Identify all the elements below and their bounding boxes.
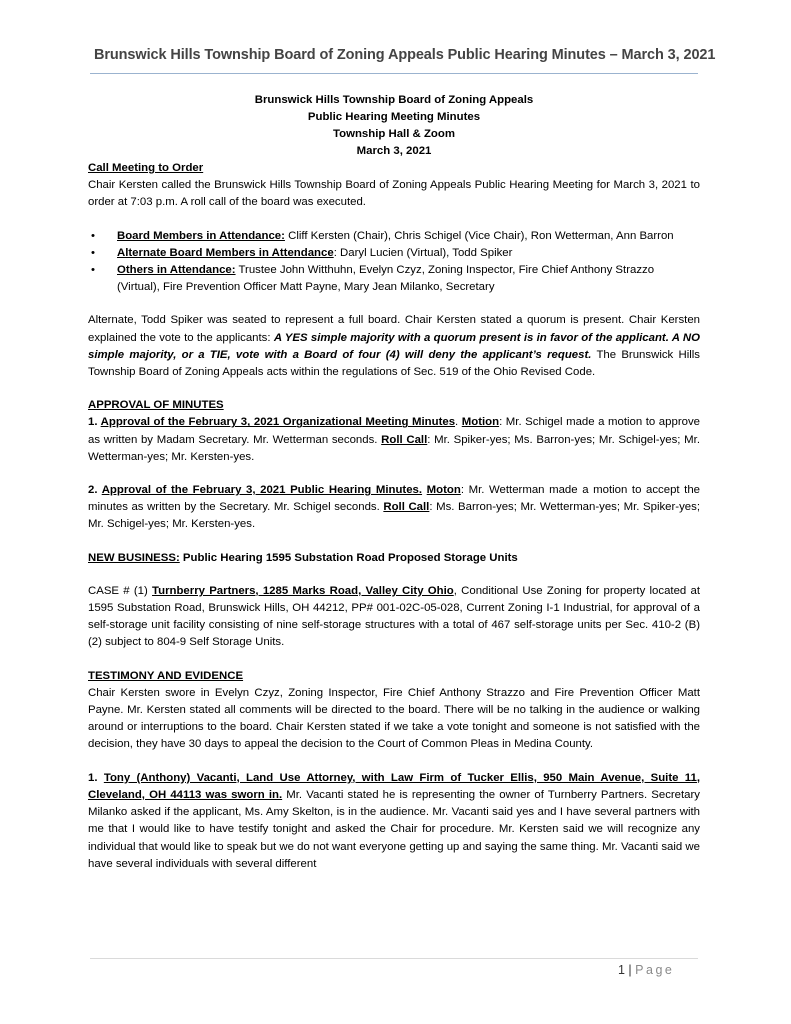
testimony-heading: TESTIMONY AND EVIDENCE <box>88 669 244 682</box>
attendance-list <box>88 228 700 297</box>
list-item <box>88 228 700 245</box>
attendance-label: Board Members in Attendance: <box>117 229 285 242</box>
page-number: 1 <box>618 963 625 977</box>
motion-text: : Mr. Schigel made a motion to approve as written by Madam Secretary. Mr. Wetterman seconds. <box>88 416 700 446</box>
testimony-text: Chair Kersten swore in Evelyn Czyz, Zoning Inspector, Fire Chief Anthony Strazzo and Fire Prevention Officer Matt Payne. Mr. Kersten stated all comments will be directed to the board. There will be no talking in the audience or walking around or interruptions to the board. Chair Kersten stated if we take a vote tonight and someone is not satisfied with the decision, they have 30 days to appeal the decision to the Court of Common Pleas in Medina County. <box>88 686 700 751</box>
item-number: 1. <box>88 416 101 429</box>
attendance-text: Trustee John Witthuhn, Evelyn Czyz, Zoning Inspector, Fire Chief Anthony Strazzo (Virtual), Fire Prevention Officer Matt Payne, Mary Jean Milanko, Secretary <box>117 264 655 294</box>
title-line: Public Hearing Meeting Minutes <box>307 111 481 123</box>
roll-call-label: Roll Call <box>381 433 428 446</box>
bullet-icon: • <box>91 229 95 242</box>
call-to-order-text: Chair Kersten called the Brunswick Hills Township Board of Zoning Appeals Public Hearing Meeting for March 3, 2021 to order at 7:03 p.m. A roll call of the board was executed. <box>88 179 700 209</box>
new-business-line <box>88 550 700 567</box>
witness-text: Mr. Vacanti stated he is representing the owner of Turnberry Partners. Secretary Milanko asked if the applicant, Ms. Amy Skelton, is in the audience. Mr. Vacanti said yes and I have several partners with me that I would like to have testify tonight and asked the Chair for procedure. Mr. Kersten said we will recognize any individual that would like to speak but we do not want everyone getting up and saying the same thing. Mr. Vacanti said we have several individuals with several different <box>88 788 701 870</box>
call-to-order-heading: Call Meeting to Order <box>88 162 204 174</box>
motion-text: : Mr. Wetterman made a motion to accept the minutes as written by the Secretary. Mr. Schigel seconds. <box>88 484 701 514</box>
quorum-text: Alternate, Todd Spiker was seated to represent a full board. Chair Kersten stated a quorum is present. Chair Kersten explained the vote to the applicants: <box>88 314 700 344</box>
header-divider <box>90 73 698 74</box>
title-line: Brunswick Hills Township Board of Zoning Appeals <box>254 94 534 106</box>
minutes-item-2 <box>88 482 700 534</box>
list-item <box>88 245 700 262</box>
document-body <box>88 92 700 873</box>
roll-call-text: : Mr. Spiker-yes; Ms. Barron-yes; Mr. Schigel-yes; Mr. Wetterman-yes; Mr. Kersten-yes. <box>88 433 700 463</box>
minutes-heading: APPROVAL OF MINUTES <box>88 399 224 412</box>
item-number: 1. <box>88 771 104 784</box>
page-word: Page <box>635 963 675 977</box>
motion-label: Moton <box>426 484 461 497</box>
roll-call-text: : Ms. Barron-yes; Mr. Wetterman-yes; Mr. Spiker-yes; Mr. Schigel-yes; Mr. Kersten-yes. <box>88 501 700 531</box>
page-separator: | <box>624 963 636 977</box>
case-applicant: Turnberry Partners, 1285 Marks Road, Valley City Ohio <box>152 584 454 597</box>
motion-label: Motion <box>461 416 500 429</box>
title-line: Township Hall & Zoom <box>333 128 455 140</box>
minutes-item-1: 1. Approval of the February 3, 2021 Organizational Meeting Minutes. Motion: Mr. Schigel made a motion to approve as written by Madam Secretary. Mr. Wetterman seconds. Roll Call: Mr. Spiker-yes; Ms. Barron-yes; Mr. Schigel-yes; Mr. Wetterman-yes; Mr. Kersten-yes. <box>88 416 700 463</box>
attendance-label: Others in Attendance: <box>117 264 236 277</box>
new-business-title: Public Hearing 1595 Substation Road Proposed Storage Units <box>179 551 518 564</box>
bullet-icon: • <box>91 246 95 259</box>
running-header: Brunswick Hills Township Board of Zoning Appeals Public Hearing Minutes – March 3, 2021 <box>94 47 716 63</box>
vote-rule-text: A YES simple majority with a quorum present is in favor of the applicant. A NO simple majority, or a TIE, vote with a Board of four (4) will deny the applicant’s request. <box>88 331 700 361</box>
case-prefix: CASE # (1) <box>88 584 153 597</box>
witness-name: Tony (Anthony) Vacanti, Land Use Attorney, with Law Firm of Tucker Ellis, 950 Main Avenue, Suite 11, Cleveland, OH 44113 was sworn in. <box>88 771 700 801</box>
quorum-paragraph <box>88 312 700 381</box>
witness-paragraph <box>88 770 700 873</box>
attendance-text: : Daryl Lucien (Virtual), Todd Spiker <box>333 246 513 259</box>
case-text: , Conditional Use Zoning for property located at 1595 Substation Road, Brunswick Hills, OH 44212, PP# 001-02C-05-028, Current Zoning I-1 Industrial, for approval of a self-storage unit facility consisting of nine self-storage structures with a total of 467 self-storage units per Sec. 410-2 (B) (2) subject to 804-9 Self Storage Units. <box>88 584 700 649</box>
case-paragraph <box>88 583 700 652</box>
roll-call-label: Roll Call <box>383 501 430 514</box>
attendance-text: Cliff Kersten (Chair), Chris Schigel (Vice Chair), Ron Wetterman, Ann Barron <box>284 229 674 242</box>
title-block <box>88 92 700 160</box>
attendance-label: Alternate Board Members in Attendance <box>117 246 334 259</box>
page-footer <box>618 963 674 977</box>
minutes-item-title: Approval of the February 3, 2021 Public Hearing Minutes. <box>101 484 423 497</box>
footer-divider <box>90 958 698 959</box>
new-business-label: NEW BUSINESS: <box>88 551 180 564</box>
list-item <box>88 262 700 296</box>
bullet-icon: • <box>91 264 95 277</box>
title-date: March 3, 2021 <box>356 145 432 157</box>
minutes-item-title: Approval of the February 3, 2021 Organizational Meeting Minutes <box>100 416 456 429</box>
quorum-text-end: The Brunswick Hills Township Board of Zoning Appeals acts within the regulations of Sec. 519 of the Ohio Revised Code. <box>88 348 700 379</box>
item-number: 2. <box>88 484 102 497</box>
